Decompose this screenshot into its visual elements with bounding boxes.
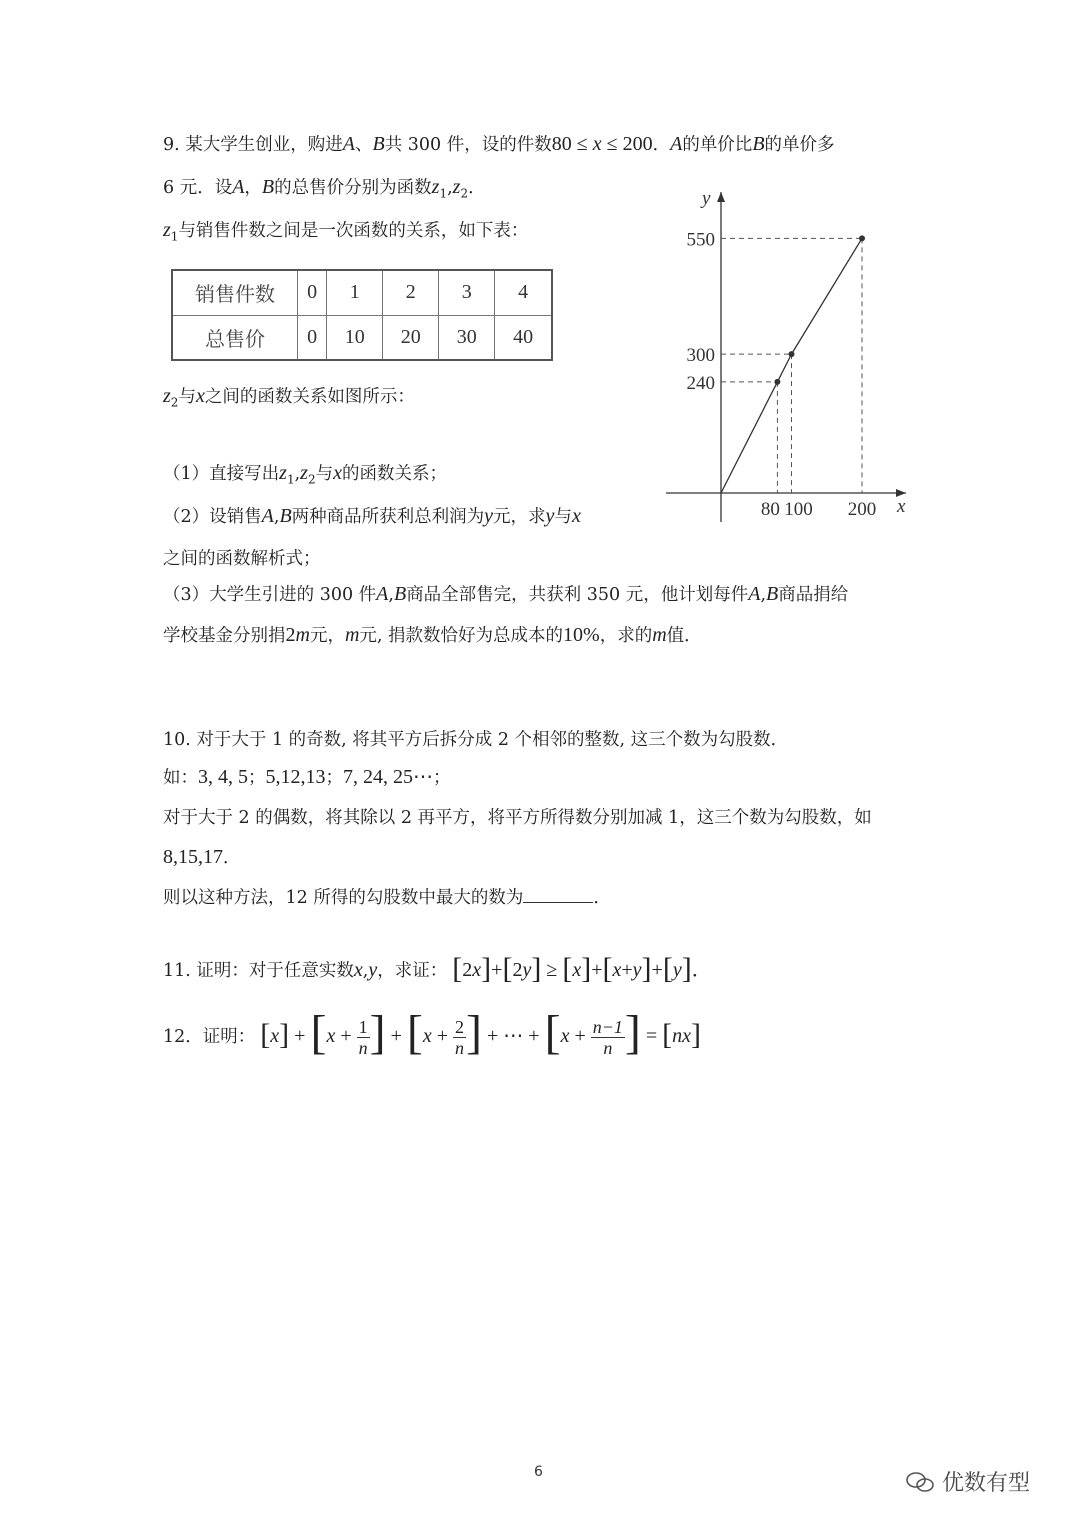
graph-series xyxy=(721,235,865,493)
q9-sub3a: （3）大学生引进的 300 件A,B商品全部售完，共获利 350 元，他计划每件A,B商品捐给 xyxy=(163,583,849,605)
q12-line: 12．证明： [x] + [x + $\frac{1}{n}$ ] + [x + $\frac{2}{n}$ ] + ⋯ + [x + $\frac{n-1}{n}$ ] = [nx] xyxy=(163,1006,702,1059)
q10-line5: 则以这种方法，12 所得的勾股数中最大的数为 ． xyxy=(163,884,611,910)
table-cell: 20 xyxy=(383,315,439,360)
data-point xyxy=(774,379,780,385)
table-cell: 0 xyxy=(298,270,327,315)
q10-line2: 如：3, 4, 5；5,12,13；7, 24, 25⋯； xyxy=(163,766,451,788)
y-axis-label: y xyxy=(702,188,711,209)
table-header-price: 总售价 xyxy=(172,315,298,360)
x-tick-label: 100 xyxy=(784,499,813,520)
page-number: 6 xyxy=(534,1464,543,1480)
watermark-text: 优数有型 xyxy=(942,1471,1031,1496)
y-axis-arrow xyxy=(717,192,725,202)
table-cell: 0 xyxy=(298,315,327,360)
q9-sub1: （1）直接写出$z_1,z_2$与x的函数关系； xyxy=(163,462,447,487)
table-row xyxy=(172,315,552,360)
graph-guides xyxy=(721,238,862,493)
chat-bubbles-icon xyxy=(905,1470,935,1494)
table-cell: 40 xyxy=(495,315,552,360)
table-cell: 4 xyxy=(495,270,552,315)
y-tick-label: 300 xyxy=(686,345,715,367)
q9-line2: 6 元．设A，B的总售价分别为函数$z_1,z_2$． xyxy=(163,176,486,201)
table-cell: 2 xyxy=(383,270,439,315)
q9-line4: $z_2$与x之间的函数关系如图所示： xyxy=(163,385,415,410)
y-tick-label: 550 xyxy=(686,229,715,251)
q9-sub2a: （2）设销售A,B两种商品所获利总利润为y元，求y与x xyxy=(163,505,581,527)
table-row xyxy=(172,270,552,315)
q9-line3: $z_1$与销售件数之间是一次函数的关系，如下表： xyxy=(163,219,529,244)
q10-line1: 10. 对于大于 1 的奇数, 将其平方后拆分成 2 个相邻的整数, 这三个数为勾股数． xyxy=(163,730,789,750)
data-point xyxy=(789,351,795,357)
table-cell: 10 xyxy=(327,315,383,360)
x-tick-label: 80 xyxy=(760,499,780,520)
y-tick-label: 240 xyxy=(686,372,715,394)
x-axis-label: x xyxy=(897,496,906,517)
data-point xyxy=(859,235,865,241)
watermark xyxy=(905,1466,1030,1497)
q10-line4: 8,15,17． xyxy=(163,846,241,868)
table-cell: 30 xyxy=(439,315,495,360)
answer-blank xyxy=(523,884,593,903)
table-cell: 3 xyxy=(439,270,495,315)
x-tick-label: 200 xyxy=(847,499,877,520)
q11-line: 11. 证明：对于任意实数x,y，求证： [2x]+[2y] ≥ [x]+[x+y]+[y]． xyxy=(163,952,712,985)
z2-graph xyxy=(660,180,920,525)
sales-table xyxy=(171,269,553,361)
table-cell: 1 xyxy=(327,270,383,315)
table-header-count: 销售件数 xyxy=(172,270,298,315)
q9-sub3b: 学校基金分别捐2m元，m元, 捐款数恰好为总成本的10%，求的m值． xyxy=(163,624,702,646)
q10-line3: 对于大于 2 的偶数，将其除以 2 再平方，将平方所得数分别加减 1，这三个数为勾股数，如 xyxy=(163,808,872,828)
q9-sub2b: 之间的函数解析式； xyxy=(163,549,321,569)
q9-line1: 9. 某大学生创业，购进A、B共 300 件，设的件数80 ≤ x ≤ 200．A的单价比B的单价多 xyxy=(163,133,835,155)
